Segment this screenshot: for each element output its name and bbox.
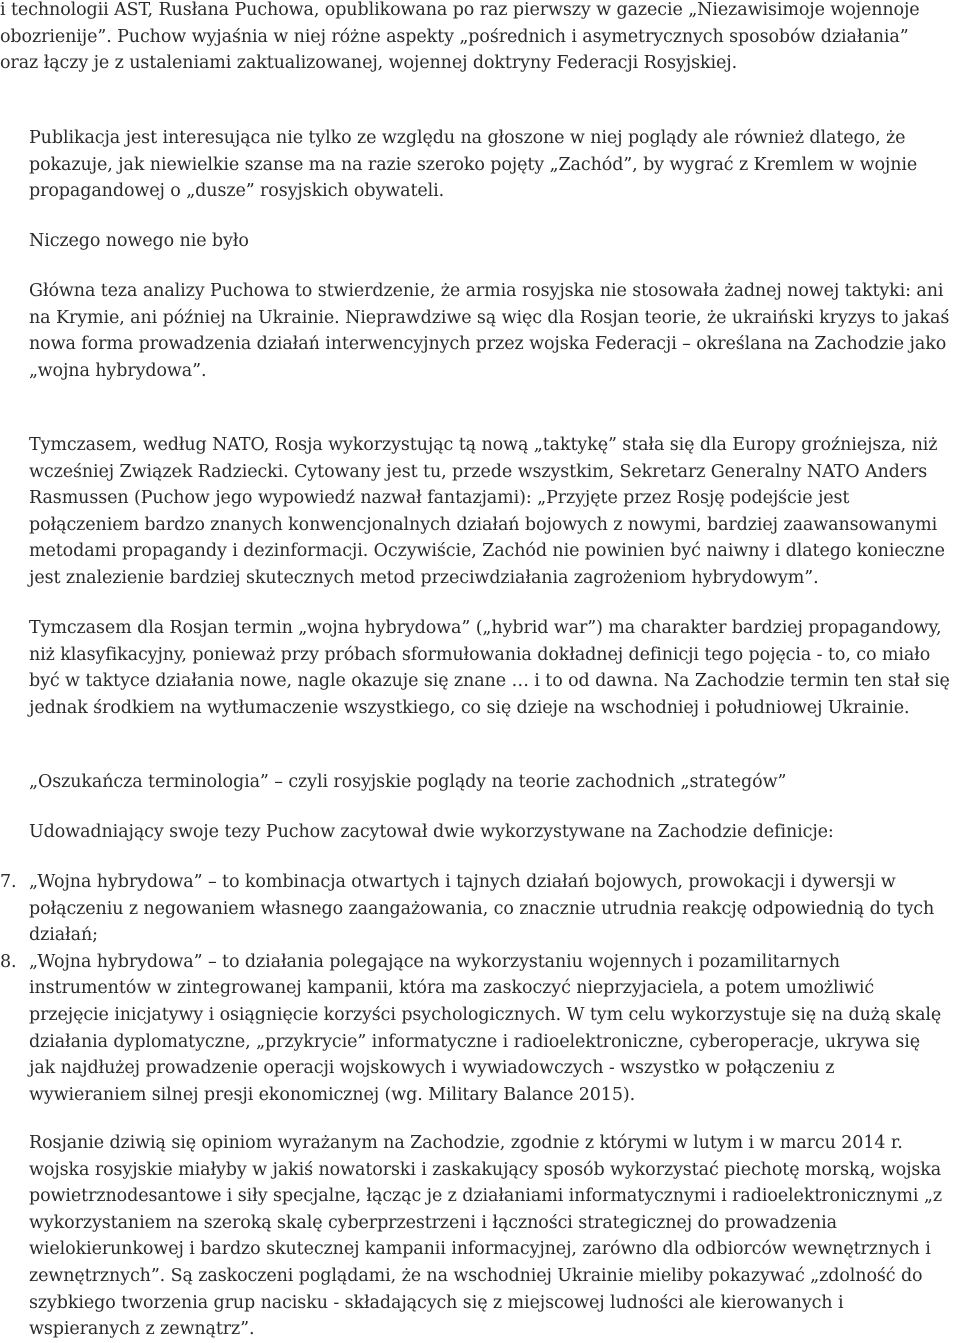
definitions-lead-paragraph: Udowadniający swoje tezy Puchow zacytował dwie wykorzystywane na Zachodzie definicje: [29, 822, 834, 842]
closing-paragraph: Rosjanie dziwią się opiniom wyrażanym na Zachodzie, zgodnie z którymi w lutym i w marcu 2014 r. wojska rosyjskie miałyby w jakiś nowatorski i zaskakujący sposób wykorzystać piechotę morską, wojska powietrznodesantowe i siły specjalne, łącząc je z działaniami informatycznymi i radioelektronicznymi „z wykorzystaniem na szeroką skalę cyberprzestrzeni i łączności strategicznej do prowadzenia wielokierunkowej i bardzo skutecznej kampanii informacyjnej, zarówno dla odbiorców wewnętrznych i zewnętrznych”. Są zaskoczeni poglądami, że na wschodniej Ukrainie mieliby pokazywać „zdolność do szybkiego tworzenia grup nacisku - składających się z miejscowej ludności ale kierowanych i wspieranych z zewnątrz”. [29, 1133, 942, 1340]
main-thesis-paragraph: Główna teza analizy Puchowa to stwierdzenie, że armia rosyjska nie stosowała żadnej nowej taktyki: ani na Krymie, ani później na Ukrainie. Nieprawdziwe są więc dla Rosjan teorie, że ukraiński kryzys to jakaś nowa forma prowadzenia działań interwencyjnych przez wojska Federacji – określana na Zachodzie jako „wojna hybrydowa”. [29, 281, 950, 381]
section-heading-terminology: „Oszukańcza terminologia” – czyli rosyjskie poglądy na teorie zachodnich „strategów” [29, 772, 787, 792]
section-heading-nothing-new: Niczego nowego nie było [29, 231, 249, 251]
list-item [0, 949, 950, 1109]
list-item-text: „Wojna hybrydowa” – to kombinacja otwartych i tajnych działań bojowych, prowokacji i dywersji w połączeniu z negowaniem własnego zaangażowania, co znacznie utrudnia reakcję odpowiednią do tych działań; [29, 872, 935, 946]
publication-paragraph: Publikacja jest interesująca nie tylko ze względu na głoszone w niej poglądy ale również dlatego, że pokazuje, jak niewielkie szanse ma na razie szeroko pojęty „Zachód”, by wygrać z Kremlem w wojnie propagandowej o „dusze” rosyjskich obywateli. [29, 128, 918, 202]
list-item-number: 7. [0, 872, 17, 892]
definitions-list [0, 869, 950, 1108]
hybrid-war-term-paragraph: Tymczasem dla Rosjan termin „wojna hybrydowa” („hybrid war”) ma charakter bardziej propagandowy, niż klasyfikacyjny, ponieważ przy próbach sformułowania dokładnej definicji tego pojęcia - to, co miało być w taktyce działania nowe, nagle okazuje się znane … i to od dawna. Na Zachodzie termin ten stał się jednak środkiem na wytłumaczenie wszystkiego, co się dzieje na wschodniej i południowej Ukrainie. [29, 618, 950, 718]
list-item [0, 869, 950, 949]
list-item-text: „Wojna hybrydowa” – to działania polegające na wykorzystaniu wojennych i pozamilitarnych instrumentów w zintegrowanej kampanii, która ma zaskoczyć nieprzyjaciela, a potem umożliwić przejęcie inicjatywy i osiągnięcie korzyści psychologicznych. W tym celu wykorzystuje się na dużą skalę działania dyplomatyczne, „przykrycie” informatyczne i radioelektroniczne, cyberoperacje, ukrywa się jak najdłużej prowadzenie operacji wojskowych i wywiadowczych - wszystko w połączeniu z wywieraniem silnej presji ekonomicznej (wg. Military Balance 2015). [29, 951, 942, 1105]
intro-paragraph: i technologii AST, Rusłana Puchowa, opublikowana po raz pierwszy w gazecie „Niezawisimoje wojennoje obozrienije”. Puchow wyjaśnia w niej różne aspekty „pośrednich i asymetrycznych sposobów działania” oraz łączy je z ustaleniami zaktualizowanej, wojennej doktryny Federacji Rosyjskiej. [0, 0, 920, 74]
list-item-number: 8. [0, 951, 17, 972]
nato-paragraph: Tymczasem, według NATO, Rosja wykorzystując tą nową „taktykę” stała się dla Europy groźniejsza, niż wcześniej Związek Radziecki. Cytowany jest tu, przede wszystkim, Sekretarz Generalny NATO Anders Rasmussen (Puchow jego wypowiedź nazwał fantazjami): „Przyjęte przez Rosję podejście jest połączeniem bardzo znanych konwencjonalnych działań bojowych z nowymi, bardziej zaawansowanymi metodami propagandy i dezinformacji. Oczywiście, Zachód nie powinien być naiwny i dlatego konieczne jest znalezienie bardziej skutecznych metod przeciwdziałania zagrożeniom hybrydowym”. [29, 435, 945, 588]
